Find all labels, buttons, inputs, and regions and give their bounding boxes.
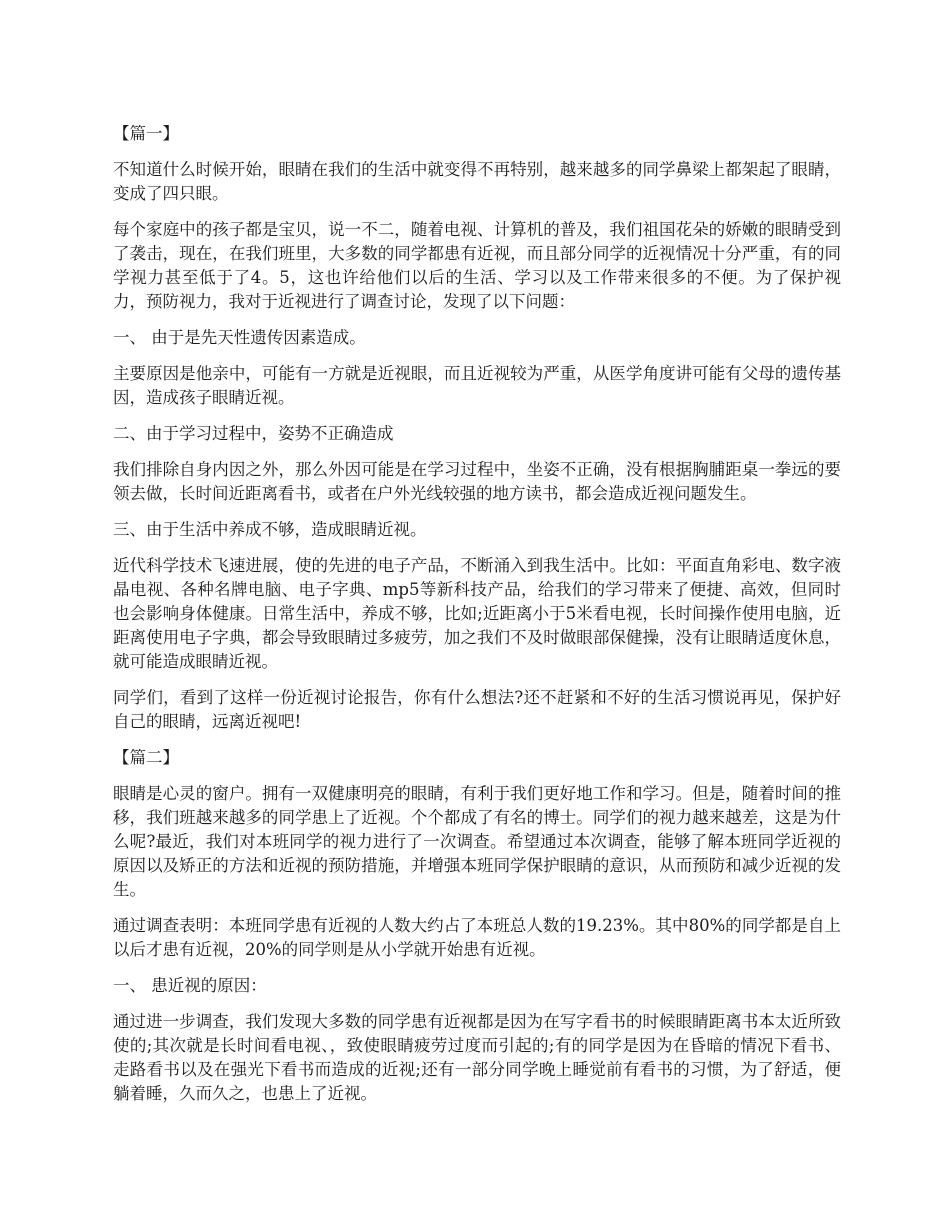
paragraph: 通过进一步调查，我们发现大多数的同学患有近视都是因为在写字看书的时候眼睛距离书本太近所致使的;其次就是长时间看电视、，致使眼睛疲劳过度而引起的;有的同学是因为在昏暗的情况下看书、走路看书以及在强光下看书而造成的近视;还有一部分同学晚上睡觉前有看书的习惯，为了舒适，便躺着睡，久而久之，也患上了近视。 bbox=[113, 1012, 841, 1103]
document-body bbox=[113, 122, 841, 1118]
subheading: 二、由于学习过程中，姿势不正确造成 bbox=[113, 424, 394, 443]
paragraph: 不知道什么时候开始，眼睛在我们的生活中就变得不再特别，越来越多的同学鼻梁上都架起了眼睛，变成了四只眼。 bbox=[113, 160, 841, 203]
paragraph: 通过调查表明：本班同学患有近视的人数大约占了本班总人数的19.23%。其中80%的同学都是自上以后才患有近视，20%的同学则是从小学就开始患有近视。 bbox=[113, 916, 841, 959]
section-heading-part-one: 【篇一】 bbox=[113, 124, 179, 143]
subheading: 一、 患近视的原因： bbox=[113, 976, 267, 995]
subheading: 一、 由于是先天性遗传因素造成。 bbox=[113, 328, 366, 347]
paragraph: 眼睛是心灵的窗户。拥有一双健康明亮的眼睛，有利于我们更好地工作和学习。但是，随着时间的推移，我们班越来越多的同学患上了近视。个个都成了有名的博士。同学们的视力越来越差，这是为什么呢?最近，我们对本班同学的视力进行了一次调查。希望通过本次调查，能够了解本班同学近视的原因以及矫正的方法和近视的预防措施，并增强本班同学保护眼睛的意识，从而预防和减少近视的发生。 bbox=[113, 784, 841, 899]
subheading: 三、由于生活中养成不够，造成眼睛近视。 bbox=[113, 520, 427, 539]
paragraph: 主要原因是他亲中，可能有一方就是近视眼，而且近视较为严重，从医学角度讲可能有父母的遗传基因，造成孩子眼睛近视。 bbox=[113, 364, 841, 407]
paragraph: 近代科学技术飞速进展，使的先进的电子产品，不断涌入到我生活中。比如：平面直角彩电、数字液晶电视、各种名牌电脑、电子字典、mp5等新科技产品，给我们的学习带来了便捷、高效，但同时也会影响身体健康。日常生活中，养成不够，比如;近距离小于5米看电视，长时间操作使用电脑，近距离使用电子字典，都会导致眼睛过多疲劳，加之我们不及时做眼部保健操，没有让眼睛适度休息，就可能造成眼睛近视。 bbox=[113, 556, 841, 671]
paragraph: 每个家庭中的孩子都是宝贝，说一不二，随着电视、计算机的普及，我们祖国花朵的娇嫩的眼睛受到了袭击，现在，在我们班里，大多数的同学都患有近视，而且部分同学的近视情况十分严重，有的同学视力甚至低于了4。5，这也许给他们以后的生活、学习以及工作带来很多的不便。为了保护视力，预防视力，我对于近视进行了调查讨论，发现了以下问题： bbox=[113, 220, 841, 311]
paragraph: 同学们，看到了这样一份近视讨论报告，你有什么想法?还不赶紧和不好的生活习惯说再见，保护好自己的眼睛，远离近视吧! bbox=[113, 688, 841, 731]
section-heading-part-two: 【篇二】 bbox=[113, 748, 179, 767]
paragraph: 我们排除自身内因之外，那么外因可能是在学习过程中，坐姿不正确，没有根据胸脯距桌一拳远的要领去做，长时间近距离看书，或者在户外光线较强的地方读书，都会造成近视问题发生。 bbox=[113, 460, 841, 503]
